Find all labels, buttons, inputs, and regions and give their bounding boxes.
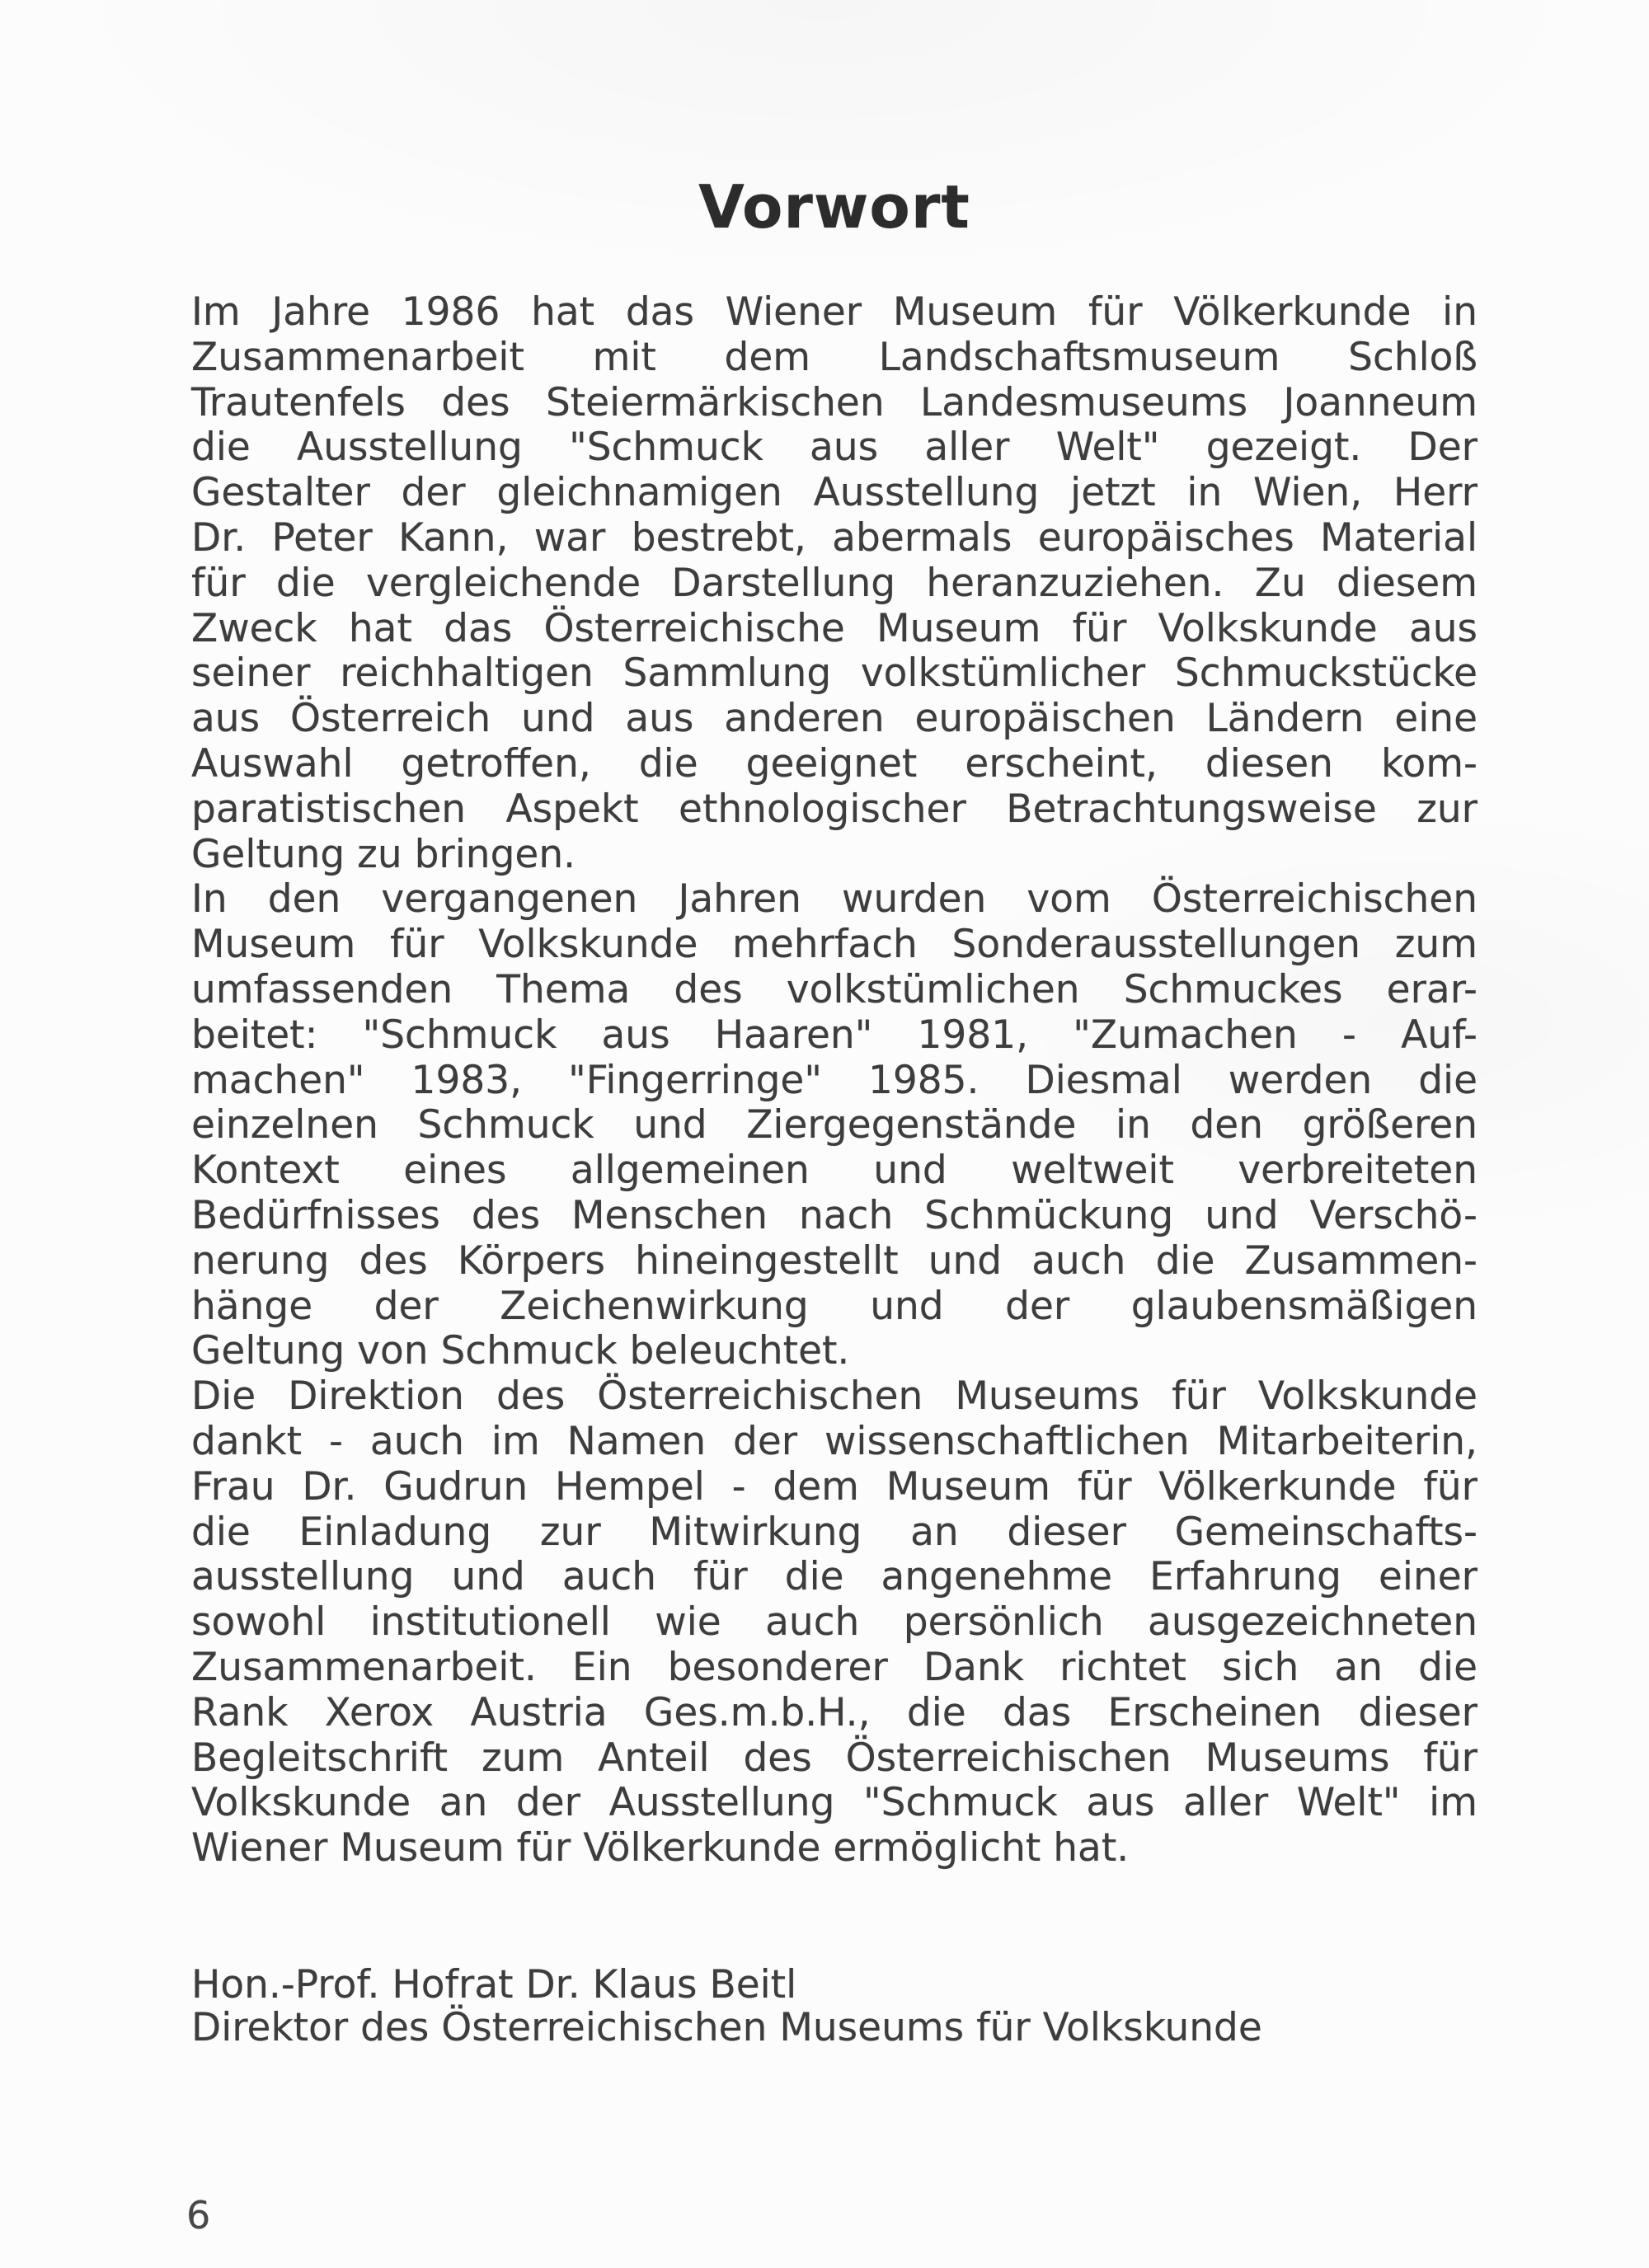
text-line: die Einladung zur Mitwirkung an dieser Gemeinschafts- [191,1509,1478,1555]
text-line: Volkskunde an der Ausstellung "Schmuck aus aller Welt" im [191,1780,1478,1826]
text-line: einzelnen Schmuck und Ziergegenstände in den größeren [191,1102,1478,1148]
body-text [191,290,1478,1871]
text-line: Rank Xerox Austria Ges.m.b.H., die das Erscheinen dieser [191,1689,1478,1735]
text-line: nerung des Körpers hineingestellt und auch die Zusammen- [191,1237,1478,1284]
text-line: Wiener Museum für Völkerkunde ermöglicht hat. [191,1825,1130,1871]
signature-role: Direktor des Österreichischen Museums für Volkskunde [191,2004,1262,2050]
signature-name: Hon.-Prof. Hofrat Dr. Klaus Beitl [191,1961,797,2007]
text-line: Museum für Volkskunde mehrfach Sonderausstellungen zum [191,922,1478,968]
text-line: Frau Dr. Gudrun Hempel - dem Museum für Völkerkunde für [191,1463,1478,1510]
text-line: paratistischen Aspekt ethnologischer Betrachtungsweise zur [191,786,1478,832]
text-line: seiner reichhaltigen Sammlung volkstümlicher Schmuckstücke [191,650,1478,697]
text-line: Begleitschrift zum Anteil des Österreichischen Museums für [191,1735,1478,1781]
text-line: Auswahl getroffen, die geeignet erscheint, diesen kom- [191,740,1478,787]
text-line: machen" 1983, "Fingerringe" 1985. Diesmal werden die [191,1057,1478,1103]
text-line: ausstellung und auch für die angenehme Erfahrung einer [191,1554,1478,1600]
signature-block [191,1961,1478,2050]
text-column [191,0,1478,2050]
page-title: Vorwort [698,172,970,242]
text-line: umfassenden Thema des volkstümlichen Schmuckes erar- [191,966,1478,1012]
text-line: Gestalter der gleichnamigen Ausstellung jetzt in Wien, Herr [191,470,1478,516]
text-line: hänge der Zeichenwirkung und der glaubensmäßigen [191,1283,1478,1329]
text-line: sowohl institutionell wie auch persönlich ausgezeichneten [191,1599,1478,1646]
text-line: Geltung von Schmuck beleuchtet. [191,1328,850,1374]
text-line: für die vergleichende Darstellung heranzuziehen. Zu diesem [191,560,1478,606]
text-line: Bedürfnisses des Menschen nach Schmückung und Verschö- [191,1192,1478,1238]
text-line: Zweck hat das Österreichische Museum für Volkskunde aus [191,605,1478,651]
text-line: Zusammenarbeit mit dem Landschaftsmuseum Schloß [191,334,1478,380]
text-line: Im Jahre 1986 hat das Wiener Museum für Völkerkunde in [191,289,1478,335]
text-line: die Ausstellung "Schmuck aus aller Welt" gezeigt. Der [191,425,1478,471]
text-line: Zusammenarbeit. Ein besonderer Dank richtet sich an die [191,1644,1478,1690]
text-line: Dr. Peter Kann, war bestrebt, abermals europäisches Material [191,514,1478,561]
text-line: beitet: "Schmuck aus Haaren" 1981, "Zumachen - Auf- [191,1012,1478,1058]
text-line: Trautenfels des Steiermärkischen Landesmuseums Joanneum [191,379,1478,425]
text-line: Die Direktion des Österreichischen Museums für Volkskunde [191,1373,1478,1420]
text-line: Kontext eines allgemeinen und weltweit verbreiteten [191,1148,1478,1194]
text-line: aus Österreich und aus anderen europäischen Ländern eine [191,696,1478,742]
text-line: Geltung zu bringen. [191,831,576,877]
text-line: dankt - auch im Namen der wissenschaftlichen Mitarbeiterin, [191,1418,1478,1464]
page-number: 6 [186,2193,211,2237]
text-line: In den vergangenen Jahren wurden vom Österreichischen [191,876,1478,923]
